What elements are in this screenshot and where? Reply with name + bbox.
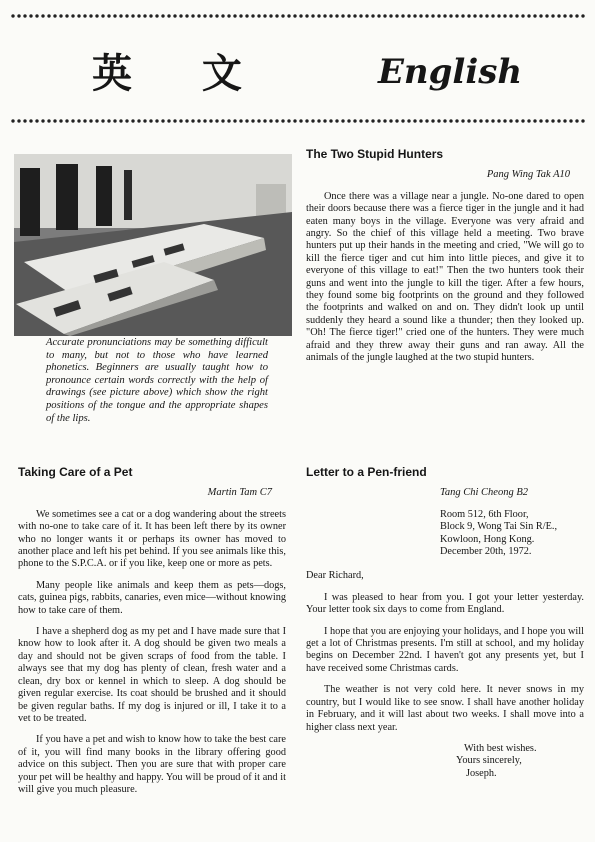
pet-paragraph: I have a shepherd dog as my pet and I have made sure that I know how to look after it. A dog should be given two meals a day and should not be given scraps of food from the table. I always see that my dog has plenty of clean, fresh water and a clean, dry box or kennel in which to sleep. A dog should be given regular exercise. Its coat should be brushed and it should be given regular baths. If my dog is injured or ill, I take it to a vet to be treated. bbox=[18, 626, 286, 724]
letter-closing bbox=[456, 742, 584, 780]
pet-title: Taking Care of a Pet bbox=[18, 465, 133, 479]
photo-caption: Accurate pronunciations may be something difficult to many, but not to those who have learned phonetics. Beginners are usually taught how to pronounce certain words correctly with the help of drawings (see picture above) which show the right positions of the tongue and the appropriate shapes of the lips. bbox=[46, 337, 268, 424]
pet-paragraph: If you have a pet and wish to know how to take the best care of it, you will find many books in the library offering good advice on this subject. Then you are sure that with proper care your pet will be healthy and happy. You will be proud of it and it will give you much pleasure. bbox=[18, 734, 286, 795]
letter-paragraph: I hope that you are enjoying your holidays, and I hope you will get a lot of Christmas presents. I'm still at school, and my holiday begins on December 22nd. I haven't got any presents yet, but I have received some Christmas cards. bbox=[306, 625, 584, 674]
letter-address bbox=[440, 509, 584, 559]
closing-line: With best wishes. bbox=[464, 742, 537, 754]
letter-author: Tang Chi Cheong B2 bbox=[440, 487, 528, 499]
closing-line: Yours sincerely, bbox=[456, 755, 522, 767]
chinese-title: 英 文 bbox=[92, 51, 270, 97]
address-line: Room 512, 6th Floor, bbox=[440, 508, 529, 520]
article-hunters bbox=[306, 148, 584, 374]
bottom-dot-border bbox=[10, 117, 585, 125]
address-line: Block 9, Wong Tai Sin R/E., bbox=[440, 521, 558, 533]
letter-salutation: Dear Richard, bbox=[306, 570, 364, 582]
pet-paragraph: Many people like animals and keep them as pets—dogs, cats, guinea pigs, rabbits, canaries, even mice—without knowing how to take care of them. bbox=[18, 579, 286, 616]
address-line: Kowloon, Hong Kong. bbox=[440, 533, 535, 545]
letter-title: Letter to a Pen-friend bbox=[306, 465, 427, 479]
article-letter bbox=[306, 466, 584, 780]
pet-paragraph: We sometimes see a cat or a dog wandering about the streets with no-one to take care of it. It has been left there by its owner who no longer wants it or perhaps its owner has moved to another place and left his pet behind. If you see animals like this, phone to the S.P.C.A. or if you like, keep one or more as pets. bbox=[18, 508, 286, 570]
top-dot-border bbox=[10, 12, 585, 20]
address-line: December 20th, 1972. bbox=[440, 546, 532, 558]
classroom-photo bbox=[14, 154, 292, 336]
letter-paragraph: The weather is not very cold here. It never snows in my country, but I would like to see snow. I shall have another holiday in February, and it will last about two weeks. I shall move into a higher class next year. bbox=[306, 684, 584, 733]
classroom-drawing bbox=[14, 154, 292, 336]
hunters-title: The Two Stupid Hunters bbox=[306, 147, 444, 161]
hunters-author: Pang Wing Tak A10 bbox=[486, 169, 570, 181]
closing-line: Joseph. bbox=[466, 767, 497, 779]
english-title: English bbox=[378, 52, 523, 92]
hunters-body: Once there was a village near a jungle. No-one dared to open their doors because there was a fierce tiger in the jungle and it had eaten many boys in the village. Everyone was very afraid and angry. So the chief of this village held a meeting. Two brave hunters put up their hands in the meeting and cried, "We will go to kill the fierce tiger and cut him into little pieces, and give it to everyone of this village to eat!" Then the two hunters took their guns and went into the jungle to kill the tiger. After a few hours, they found some big footprints on the ground and they followed the footprints and walked on and on. They didn't look up until suddenly they heard a sound like a thunder; then they looked up. "Oh! The fierce tiger!" cried one of the hunters. They were much afraid and they threw away their guns and ran away. All the animals of the jungle laughed at the two stupid hunters. bbox=[306, 190, 584, 364]
letter-paragraph: I was pleased to hear from you. I got your letter yesterday. Your letter took six days to come from England. bbox=[306, 591, 584, 616]
article-pet bbox=[18, 466, 286, 805]
pet-author: Martin Tam C7 bbox=[207, 487, 272, 499]
